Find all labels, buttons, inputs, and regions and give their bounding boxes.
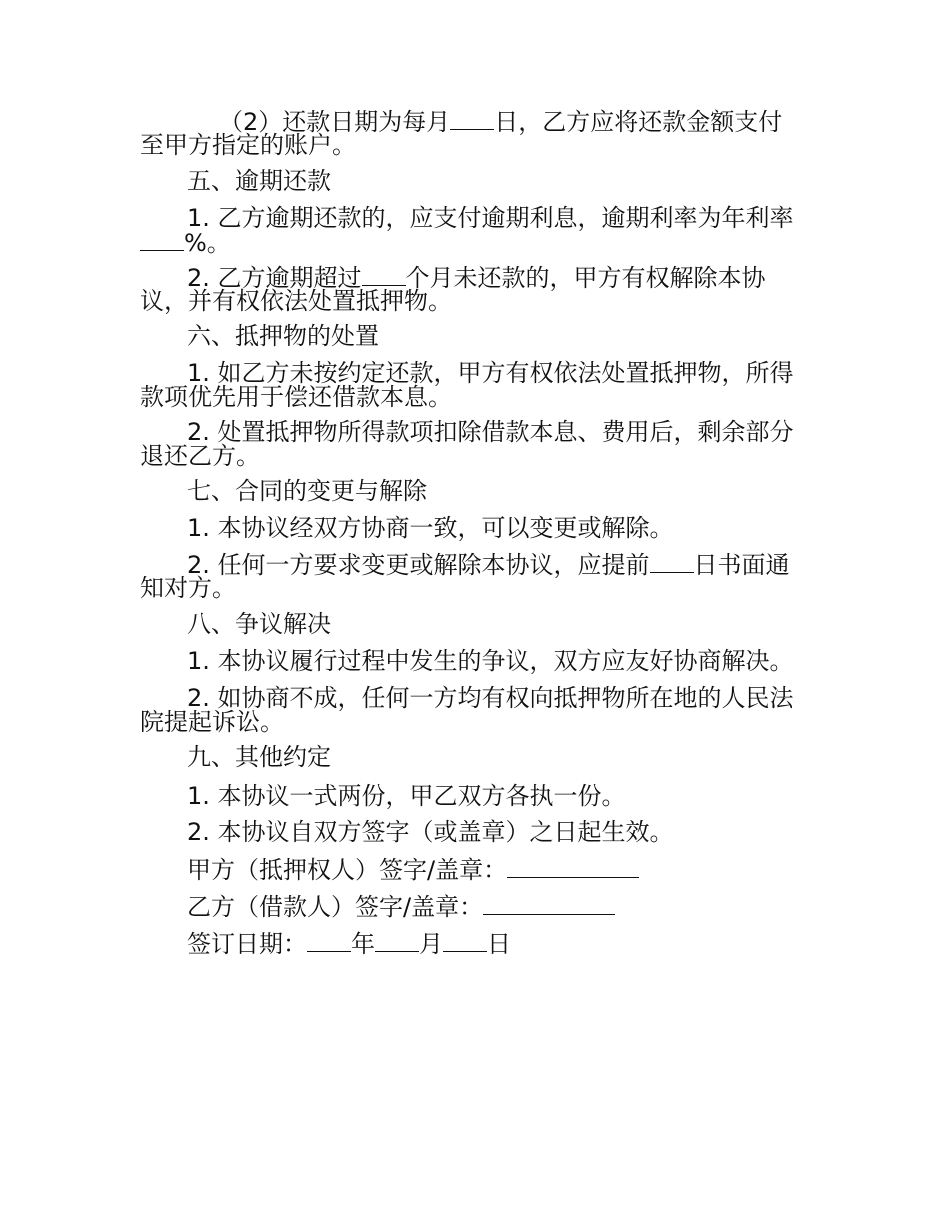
section-title: 五、逾期还款: [187, 167, 331, 195]
text-segment: （2）还款日期为每月: [219, 108, 451, 136]
clause-collateral-1-cont: [140, 383, 452, 411]
section-title: 七、合同的变更与解除: [187, 477, 427, 505]
text-segment: 2. 如协商不成，任何一方均有权向抵押物所在地的人民法: [187, 684, 794, 712]
clause-other-2: [187, 818, 674, 846]
clause-amendment-2-cont: [140, 574, 236, 602]
blank-field: [450, 107, 494, 130]
section-heading-dispute: [187, 610, 331, 638]
clause-collateral-2-cont: [140, 442, 260, 470]
section-heading-amendment: [187, 477, 427, 505]
clause-collateral-2: [187, 418, 794, 446]
text-segment: 1. 如乙方未按约定还款，甲方有权依法处置抵押物，所得: [187, 359, 794, 387]
text-segment: 1. 本协议一式两份，甲乙双方各执一份。: [187, 782, 626, 810]
clause-overdue-1: [187, 204, 794, 232]
blank-field: [140, 228, 184, 251]
text-segment: 院提起诉讼。: [140, 708, 284, 736]
blank-field: [375, 929, 419, 952]
text-segment: %。: [184, 229, 231, 257]
clause-overdue-1-cont: [140, 228, 231, 257]
text-segment: 2. 处置抵押物所得款项扣除借款本息、费用后，剩余部分: [187, 418, 794, 446]
date-unit: 日: [487, 930, 511, 958]
section-title: 八、争议解决: [187, 610, 331, 638]
blank-field: [443, 929, 487, 952]
repayment-date-line-cont: [140, 131, 356, 159]
text-segment: 日，乙方应将还款金额支付: [494, 108, 783, 136]
date-unit: 月: [419, 930, 443, 958]
clause-overdue-2-cont: [140, 287, 452, 315]
text-segment: 2. 本协议自双方签字（或盖章）之日起生效。: [187, 818, 674, 846]
date-label: 签订日期：: [187, 930, 307, 958]
blank-field: [650, 550, 694, 573]
clause-amendment-2: [187, 550, 790, 579]
text-segment: 2. 任何一方要求变更或解除本协议，应提前: [187, 551, 650, 579]
blank-field: [307, 929, 351, 952]
signing-date: [187, 929, 511, 958]
text-segment: 日书面通: [693, 551, 790, 579]
signature-party-b: [187, 892, 615, 921]
section-title: 六、抵押物的处置: [187, 322, 379, 350]
text-segment: 至甲方指定的账户。: [140, 131, 356, 159]
blank-field: [362, 263, 406, 286]
clause-other-1: [187, 782, 626, 810]
section-heading-other: [187, 743, 331, 771]
section-title: 九、其他约定: [187, 743, 331, 771]
text-segment: 1. 乙方逾期还款的，应支付逾期利息，逾期利率为年利率: [187, 204, 794, 232]
text-segment: 款项优先用于偿还借款本息。: [140, 383, 452, 411]
signature-label: 乙方（借款人）签字/盖章：: [187, 893, 484, 921]
text-segment: 议，并有权依法处置抵押物。: [140, 287, 452, 315]
clause-dispute-2-cont: [140, 708, 284, 736]
clause-amendment-1: [187, 514, 674, 542]
text-segment: 1. 本协议经双方协商一致，可以变更或解除。: [187, 514, 674, 542]
text-segment: 2. 乙方逾期超过: [187, 264, 362, 292]
date-unit: 年: [351, 930, 375, 958]
signature-blank: [507, 855, 639, 878]
text-segment: 退还乙方。: [140, 442, 260, 470]
text-segment: 个月未还款的，甲方有权解除本协: [405, 264, 766, 292]
signature-blank: [483, 892, 615, 915]
signature-party-a: [187, 855, 639, 884]
text-segment: 知对方。: [140, 574, 236, 602]
text-segment: 1. 本协议履行过程中发生的争议，双方应友好协商解决。: [187, 647, 794, 675]
section-heading-overdue: [187, 167, 331, 195]
section-heading-collateral: [187, 322, 379, 350]
clause-dispute-1: [187, 647, 794, 675]
signature-label: 甲方（抵押权人）签字/盖章：: [187, 856, 508, 884]
